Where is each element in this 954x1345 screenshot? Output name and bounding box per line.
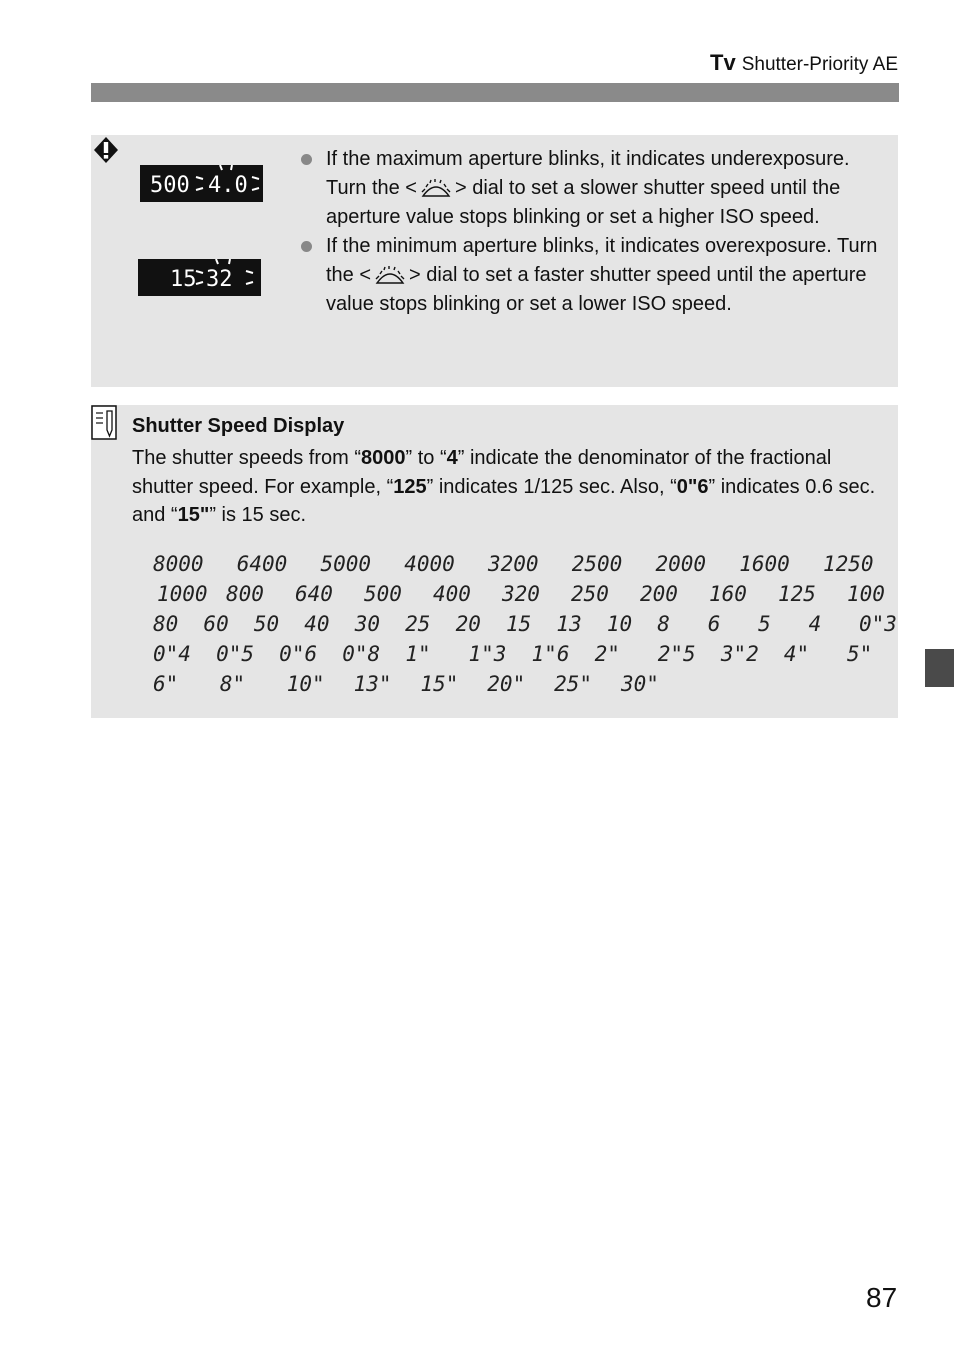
bullet-dot-icon [301, 241, 312, 252]
shutter-speed-value: 1"6 [531, 642, 570, 666]
lcd-example-underexposure [140, 165, 263, 202]
note-text-run: The shutter speeds from “ [132, 447, 361, 469]
shutter-speed-value: 10" [286, 672, 325, 696]
shutter-speed-value: 30 [354, 612, 381, 636]
shutter-speed-value: 1000 [157, 582, 208, 606]
shutter-speed-value: 6400 [236, 552, 288, 576]
shutter-speed-value: 2" [594, 642, 620, 666]
shutter-speed-value: 20" [487, 672, 526, 696]
shutter-speed-value: 640 [295, 582, 333, 606]
shutter-speed-value: 5000 [320, 552, 372, 576]
lcd-shutter-value: 15 [170, 267, 197, 292]
shutter-speed-value: 160 [709, 582, 747, 606]
note-text-run: ” to “ [405, 447, 447, 469]
caution-exclamation-icon [91, 135, 121, 165]
chapter-tab-marker [925, 649, 954, 687]
main-dial-icon [373, 265, 407, 285]
shutter-speed-value: 5" [847, 642, 873, 666]
shutter-speed-value: 100 [847, 582, 885, 606]
note-bold-value: 0"6 [676, 475, 709, 498]
shutter-speed-value: 15 [506, 612, 532, 636]
bullet-text-end: > dial to set a slower shutter speed until the aperture value stops blinking or set a higher ISO speed. [326, 177, 841, 228]
shutter-speed-value: 50 [253, 612, 280, 636]
shutter-speed-value: 15" [420, 672, 459, 696]
shutter-speed-value: 200 [640, 582, 678, 606]
shutter-speed-value: 0"4 [153, 642, 191, 666]
shutter-speed-value: 60 [203, 612, 229, 636]
shutter-speed-value: 5 [758, 612, 771, 636]
shutter-speed-value: 0"8 [342, 642, 381, 666]
shutter-speed-value: 8" [219, 672, 246, 696]
shutter-speed-value: 20 [455, 612, 481, 636]
section-header [710, 50, 898, 76]
lcd-underexposure-svg [140, 165, 263, 202]
bullet-dot-icon [301, 154, 312, 165]
note-box [91, 405, 898, 718]
note-text-run: ” indicate the denominator of the fractional shutter speed. For example, “ [132, 447, 832, 498]
shutter-speed-value: 4" [783, 642, 810, 666]
lcd-aperture-value: 4.0 [208, 173, 248, 198]
note-text-run: ” indicates 0.6 sec. and “ [132, 475, 876, 527]
shutter-speed-value: 4 [808, 612, 822, 636]
shutter-speed-value: 13 [556, 612, 582, 636]
shutter-speed-value: 10 [606, 612, 633, 636]
section-title: Shutter-Priority AE [741, 54, 898, 75]
shutter-speed-list [91, 405, 898, 718]
shutter-speed-value: 6 [707, 612, 721, 636]
caution-bullet-overexposure [301, 232, 891, 319]
shutter-speed-value: 25 [405, 612, 431, 636]
shutter-speed-value: 3200 [488, 552, 539, 576]
shutter-speed-value: 40 [304, 612, 330, 636]
bullet-text-start: If the minimum aperture blinks, it indicates overexposure. Turn the < [326, 235, 878, 286]
lcd-example-overexposure [138, 259, 261, 296]
note-bold-value: 125 [393, 475, 427, 498]
shutter-speed-value: 125 [778, 582, 816, 606]
shutter-speed-value: 80 [153, 612, 179, 636]
lcd-overexposure-svg [138, 259, 261, 296]
main-dial-icon [419, 178, 453, 198]
lcd-shutter-value: 500 [150, 173, 190, 198]
shutter-speed-value: 3"2 [720, 642, 759, 666]
shutter-speed-value: 0"5 [216, 642, 255, 666]
caution-box [91, 135, 898, 387]
bullet-text-start: If the maximum aperture blinks, it indicates underexposure. Turn the < [326, 148, 850, 199]
header-bar [91, 83, 899, 102]
note-bold-value: 8000 [360, 447, 406, 469]
shutter-speed-value: 6" [153, 672, 179, 696]
shutter-speed-value: 0"6 [279, 642, 318, 666]
caution-bullet-list [301, 145, 891, 319]
shutter-speed-value: 8000 [153, 552, 204, 576]
shutter-speed-value: 1600 [739, 552, 790, 576]
shutter-speed-value: 4000 [404, 552, 455, 576]
bullet-text-end: > dial to set a faster shutter speed until the aperture value stops blinking or set a lower ISO speed. [326, 264, 867, 315]
shutter-speed-value: 8 [657, 612, 670, 636]
shutter-speed-value: 2"5 [657, 642, 696, 666]
shutter-speed-value: 320 [502, 582, 540, 606]
note-title: Shutter Speed Display [132, 415, 345, 437]
shutter-speed-value: 2000 [655, 552, 707, 576]
note-bold-value: 4 [446, 447, 458, 469]
shutter-speed-value: 500 [364, 582, 402, 606]
shutter-speed-value: 0"3 [859, 612, 897, 636]
shutter-speed-value: 30" [621, 672, 659, 696]
shutter-speed-value: 1"3 [468, 642, 507, 666]
shutter-speed-value: 400 [433, 582, 471, 606]
shutter-speed-value: 25" [554, 672, 593, 696]
note-text-run: ” is 15 sec. [209, 504, 307, 527]
shutter-speed-value: 1250 [823, 552, 874, 576]
page-number: 87 [866, 1282, 898, 1313]
lcd-aperture-value: 32 [206, 267, 233, 292]
shutter-speed-value: 1" [405, 642, 431, 666]
shutter-speed-value: 800 [226, 582, 264, 606]
tv-mode-symbol: Tv [710, 50, 736, 75]
note-bold-value: 15" [177, 504, 210, 527]
caution-bullet-underexposure [301, 145, 891, 232]
note-text-run: ” indicates 1/125 sec. Also, “ [426, 475, 677, 498]
shutter-speed-value: 250 [571, 582, 609, 606]
shutter-speed-value: 13" [353, 672, 392, 696]
shutter-speed-value: 2500 [571, 552, 623, 576]
